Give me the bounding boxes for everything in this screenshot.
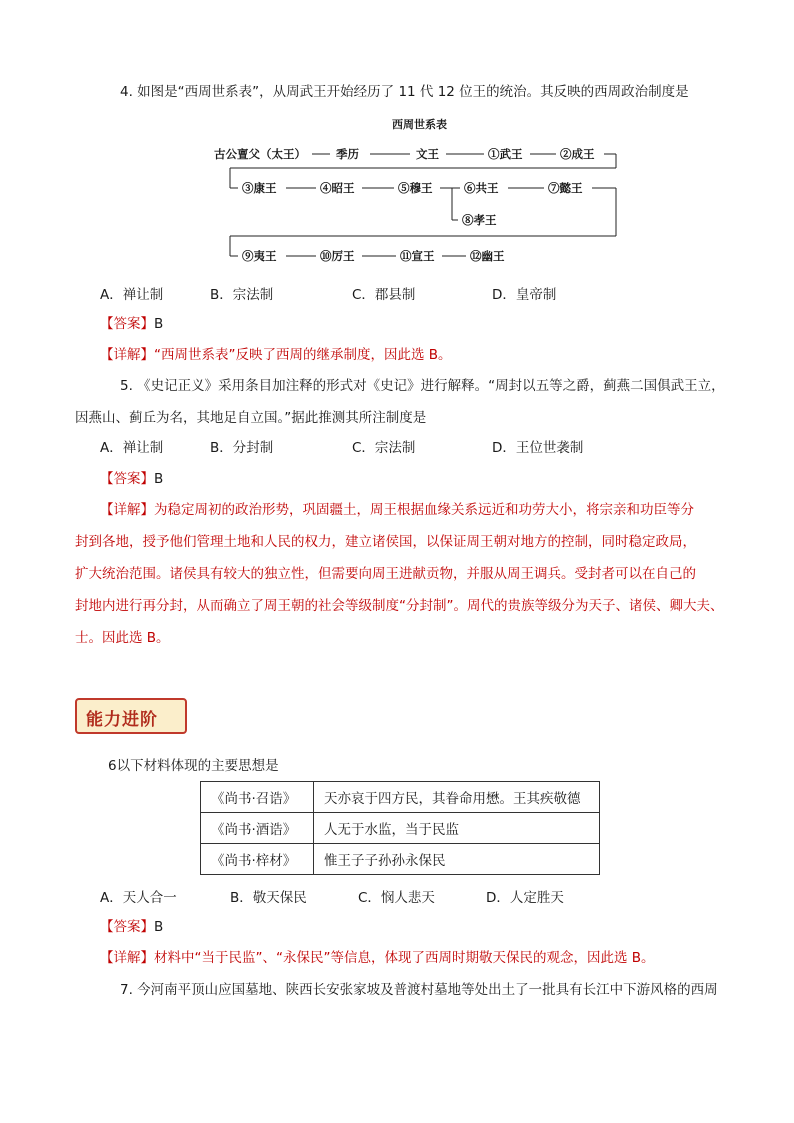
- q7-stem: 7. 今河南平顶山应国墓地、陕西长安张家坡及普渡村墓地等处出土了一批具有长江中下游风格的西周: [120, 982, 718, 998]
- q6-answer: 【答案】B: [100, 919, 164, 935]
- q4-stem: 4. 如图是“西周世系表”，从周武王开始经历了 11 代 12 位王的统治。其反映的西周政治制度是: [120, 84, 689, 100]
- q5-detail-line: 【详解】为稳定周初的政治形势，巩固疆土，周王根据血缘关系远近和功劳大小，将宗亲和功臣等分: [100, 502, 694, 518]
- q6-option-b: B．敬天保民: [230, 890, 307, 906]
- tree-node: ⑫幽王: [470, 249, 505, 263]
- tree-node: ⑨夷王: [242, 249, 277, 263]
- tree-node: ⑥共王: [464, 181, 499, 195]
- tree-node: ①武王: [488, 147, 523, 161]
- table-cell: 《尚书·召诰》: [201, 782, 314, 813]
- q4-answer: 【答案】B: [100, 316, 164, 332]
- q6-stem: 6以下材料体现的主要思想是: [108, 758, 279, 774]
- q5-detail-line: 封到各地，授予他们管理土地和人民的权力，建立诸侯国，以保证周王朝对地方的控制，同时稳定政局，: [75, 534, 696, 550]
- tree-node: ④昭王: [320, 181, 355, 195]
- tree-node: ⑦懿王: [548, 181, 583, 195]
- table-cell: 《尚书·酒诰》: [201, 813, 314, 844]
- q4-detail: 【详解】“西周世系表”反映了西周的继承制度，因此选 B。: [100, 347, 452, 363]
- tree-node: 古公亶父（太王）: [214, 147, 306, 161]
- table-cell: 天亦哀于四方民，其眷命用懋。王其疾敬德: [314, 782, 600, 813]
- table-row: [201, 782, 600, 813]
- q5-answer: 【答案】B: [100, 471, 164, 487]
- q5-option-c: C．宗法制: [352, 440, 416, 456]
- q6-option-c: C．悯人悲天: [358, 890, 435, 906]
- q4-option-c: C．郡县制: [352, 287, 416, 303]
- table-row: [201, 844, 600, 875]
- q6-option-d: D．人定胜天: [486, 890, 564, 906]
- q4-option-a: A．禅让制: [100, 287, 164, 303]
- table-cell: 人无于水监，当于民监: [314, 813, 600, 844]
- q5-option-d: D．王位世袭制: [492, 440, 584, 456]
- section-title: 能力进阶: [86, 710, 158, 730]
- tree-node: ⑤穆王: [398, 181, 433, 195]
- section-badge: [75, 698, 187, 734]
- tree-node: ③康王: [242, 181, 277, 195]
- material-table: [200, 781, 600, 875]
- q5-detail-line: 士。因此选 B。: [75, 630, 170, 646]
- q5-detail-line: 封地内进行再分封，从而确立了周王朝的社会等级制度“分封制”。周代的贵族等级分为天子、诸侯、卿大夫、: [75, 598, 724, 614]
- table-cell: 惟王子子孙孙永保民: [314, 844, 600, 875]
- table-row: [201, 813, 600, 844]
- q4-option-d: D．皇帝制: [492, 287, 557, 303]
- tree-node: ⑩厉王: [320, 249, 355, 263]
- family-tree-diagram: [212, 112, 622, 272]
- q5-option-b: B．分封制: [210, 440, 274, 456]
- q6-detail: 【详解】材料中“当于民监”、“永保民”等信息，体现了西周时期敬天保民的观念，因此选 B。: [100, 950, 655, 966]
- tree-node: ②成王: [560, 147, 595, 161]
- tree-node: ⑪宣王: [400, 249, 435, 263]
- tree-node: 季历: [336, 147, 359, 161]
- tree-node: 文王: [416, 147, 439, 161]
- q5-detail-line: 扩大统治范围。诸侯具有较大的独立性，但需要向周王进献贡物，并服从周王调兵。受封者可以在自己的: [75, 566, 696, 582]
- q5-stem-line: 5. 《史记正义》采用条目加注释的形式对《史记》进行解释。“周封以五等之爵，蓟燕二国俱武王立，: [120, 378, 725, 394]
- tree-node: ⑧孝王: [462, 213, 497, 227]
- q6-option-a: A．天人合一: [100, 890, 177, 906]
- q5-option-a: A．禅让制: [100, 440, 164, 456]
- q4-option-b: B．宗法制: [210, 287, 274, 303]
- tree-title: 西周世系表: [392, 118, 447, 131]
- table-cell: 《尚书·梓材》: [201, 844, 314, 875]
- q5-stem-line: 因燕山、蓟丘为名，其地足自立国。”据此推测其所注制度是: [75, 410, 427, 426]
